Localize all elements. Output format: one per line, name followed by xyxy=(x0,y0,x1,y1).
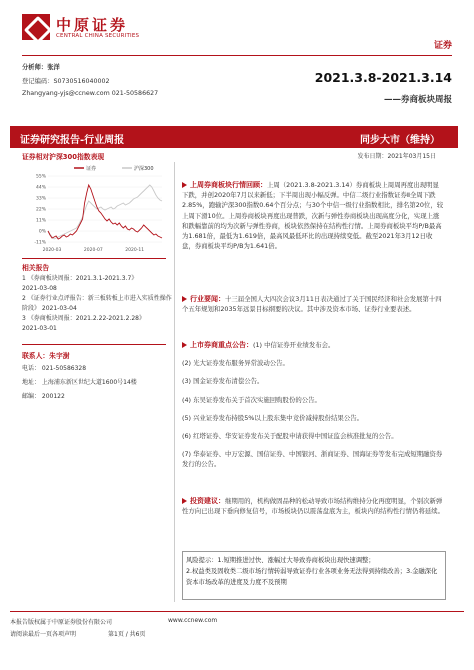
x-tick-label: 2020-11 xyxy=(125,248,145,253)
related-item[interactable]: 2 《证券行业点评报告：新三板转板上市进入实质性操作阶段》 2021-03-04 xyxy=(22,295,172,312)
rating: 同步大市（维持） xyxy=(360,135,440,146)
notice-item: (6) 红塔证券、华安证券发布关于配股申请获得中国证监会核准批复的公告。 xyxy=(182,432,398,441)
notice-item: (2) 光大证券发布服务异常波动公告。 xyxy=(182,359,289,368)
related-item: 2021-03-01 xyxy=(22,325,57,332)
related-item[interactable]: 3 《券商板块周报：2021.2.22-2021.2.28》 xyxy=(22,315,145,322)
analyst-name: 分析师：张洋 xyxy=(22,64,60,71)
publish-date: 发布日期：2021年03月15日 xyxy=(357,153,436,160)
risk-notice xyxy=(186,555,442,588)
y-tick-label: -11% xyxy=(34,240,46,246)
related-item[interactable]: 1 《券商板块周报：2021.3.1-2021.3.7》 xyxy=(22,275,138,282)
related-item: 2021-03-08 xyxy=(22,285,57,292)
notice-item: (3) 国金证券发布清偿公告。 xyxy=(182,377,264,386)
y-tick-label: 0% xyxy=(38,229,46,235)
y-tick-label: 55% xyxy=(35,174,46,180)
brand-name-en: CENTRAL CHINA SECURITIES xyxy=(56,33,140,39)
x-tick-label: 2020-03 xyxy=(42,248,62,253)
x-tick-label: 2020-07 xyxy=(83,248,103,253)
page-number: 第1页 / 共6页 xyxy=(108,631,146,638)
website-link[interactable]: www.ccnew.com xyxy=(168,617,218,624)
investment-advice xyxy=(182,496,444,516)
contact-phone: 电话： 021-50586328 xyxy=(22,365,87,372)
report-name: ——券商板块周报 xyxy=(383,95,452,105)
arrow-icon xyxy=(182,182,187,188)
notice-item: (7) 华泰证券、中万宏源、国信证券、中国银河、浙商证券、国海证券等发布完成短期融资券发行的公告。 xyxy=(182,450,443,469)
y-tick-label: 11% xyxy=(35,218,46,224)
contact-zip: 邮编： 200122 xyxy=(22,393,65,400)
contact-head: 联系人：朱宇澍 xyxy=(22,352,70,360)
section-key: 上周券商板块行情回顾： xyxy=(190,181,267,189)
y-tick-label: 33% xyxy=(35,196,46,202)
section-text: 继期用的，机构做固品种的松动导致市场结构维持分化再度明显，个别次新弹性方向已出现下垂向修复信号，市场板块仍以震荡盘底为主，板块内的结构性行情仍将延续。 xyxy=(182,497,445,516)
y-tick-label: 22% xyxy=(35,207,46,213)
industry-news xyxy=(182,294,444,314)
notice-item: (1) 中信证券开业绩发布会。 xyxy=(253,341,335,349)
related-rule xyxy=(22,258,166,259)
notice-item: (5) 兴业证券发布持股5%以上股东集中竞价减持股份结果公告。 xyxy=(182,413,363,422)
header-rule xyxy=(22,55,452,56)
brand-logo-icon xyxy=(22,14,50,40)
doc-type: 证券 xyxy=(433,41,452,51)
section-key: 投资建议： xyxy=(190,497,225,505)
contact-rule xyxy=(22,344,166,345)
performance-chart xyxy=(22,162,168,254)
weekly-review xyxy=(182,180,444,251)
legend-label: 沪深300 xyxy=(134,165,154,172)
arrow-icon xyxy=(182,498,187,504)
company-notices xyxy=(182,340,444,470)
report-category: 证券研究报告-行业周报 xyxy=(20,135,125,146)
arrow-icon xyxy=(182,296,187,302)
section-key: 行业要闻： xyxy=(190,295,225,303)
section-text: 十三届全国人大四次会议3月11日表决通过了关于国民经济和社会发展第十四个五年规划和2035年远景目标纲要的决议。其中涉及资本市场、证券行业要表述。 xyxy=(182,295,442,314)
brand-name: 中原证券 xyxy=(56,16,129,34)
analyst-code: 登记编码：S0730516040002 xyxy=(22,78,110,85)
column-divider xyxy=(174,162,175,602)
copyright: 本报告版权属于中原证券股份有限公司 xyxy=(10,619,113,626)
contact-info xyxy=(22,362,172,404)
related-head: 相关报告 xyxy=(22,264,50,272)
y-tick-label: 44% xyxy=(35,185,46,191)
related-list xyxy=(22,274,172,334)
arrow-icon xyxy=(182,342,187,348)
footer-rule xyxy=(10,611,464,612)
date-range: 2021.3.8-2021.3.14 xyxy=(314,70,452,85)
risk-line: 风险提示：1.短期推进过快、涨幅过大导致券商板块出现快速调整； xyxy=(186,557,375,564)
section-key: 上市券商重点公告： xyxy=(190,341,253,349)
risk-line: 2.权益类及固收类二级市场行情转弱导致证券行业各项业务无法得到持续改善；3.金融深化资本市场改革的进度及力度不及预期 xyxy=(186,568,438,586)
disclaimer-note: 请阅读最后一页各项声明 xyxy=(10,631,77,638)
notice-item: (4) 东吴证券发布关于首次实施回购股份的公告。 xyxy=(182,395,321,404)
contact-address: 地址： 上海浦东新区世纪大道1600号14楼 xyxy=(22,379,137,386)
chart-title: 证券相对沪深300指数表现 xyxy=(22,153,105,161)
legend-label: 证券 xyxy=(86,165,97,172)
section-text: 上周（2021.3.8-2021.3.14）券商板块上周周再度出现明显下跌，并创2020年7月以来新低；下半周出现小幅反弹。中信二级行业指数证券Ⅱ全周下跌2.85%，跑输沪深300指数0.64个百分点；与30个中信一级行业指数相比，排名第20位，较上周下滑10位。上周券商板块再度出现普跌，次新与弹性券商板块出现高度分化，实现上涨和跌幅靠前的均为次新与弹性券商，板块依然保持在结构性行情。上周券商板块平均P/B最高为1.681倍，最低为1.619倍，最高风最低环比的出现持续变低。截至2021年3月12日收盘，券商板块平均P/B为1.641倍。 xyxy=(182,181,444,251)
analyst-contact: Zhangyang-yjs@ccnew.com 021-50586627 xyxy=(22,90,159,97)
